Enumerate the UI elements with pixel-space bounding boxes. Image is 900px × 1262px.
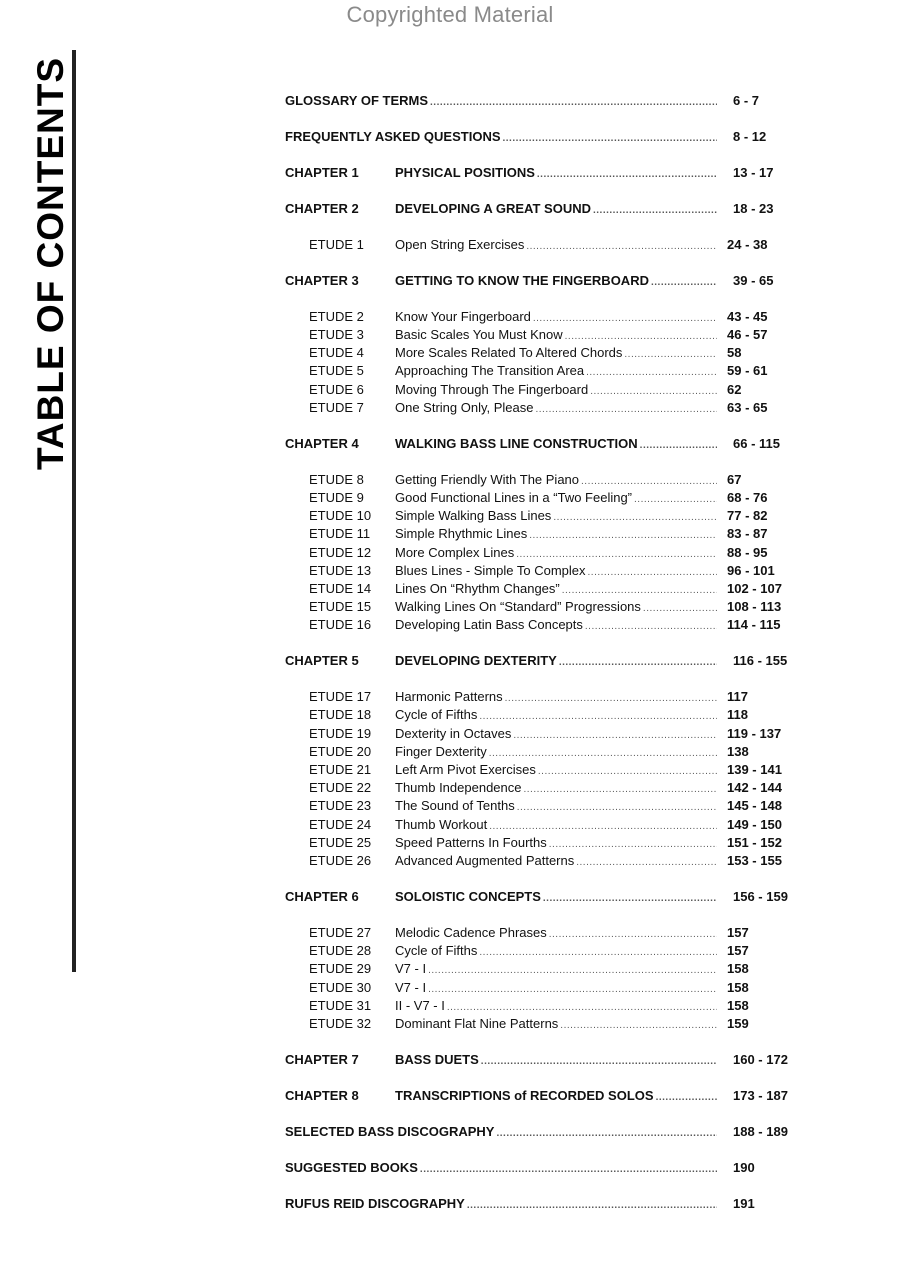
- dot-leader: [479, 944, 717, 962]
- page-range: 102 - 107: [727, 580, 782, 596]
- etude-label: ETUDE 5: [309, 363, 364, 379]
- entry-title: II - V7 - I: [395, 997, 445, 1013]
- chapter-label: CHAPTER 7: [285, 1051, 359, 1067]
- toc-etude-row: [285, 399, 795, 417]
- entry-title: Simple Rhythmic Lines: [395, 526, 528, 542]
- entry-title: Blues Lines - Simple To Complex: [395, 562, 586, 578]
- toc-etude-row: [285, 779, 795, 797]
- etude-label: ETUDE 4: [309, 345, 364, 361]
- dot-leader: [536, 401, 718, 419]
- entry-title: RUFUS REID DISCOGRAPHY: [285, 1195, 465, 1211]
- page-range: 46 - 57: [727, 327, 768, 343]
- toc-etude-row: [285, 471, 795, 489]
- page-range: 188 - 189: [733, 1123, 788, 1139]
- etude-label: ETUDE 32: [309, 1015, 372, 1031]
- page-range: 149 - 150: [727, 816, 782, 832]
- etude-label: ETUDE 10: [309, 508, 372, 524]
- page-range: 116 - 155: [733, 653, 788, 669]
- toc-etude-row: [285, 308, 795, 326]
- page-range: 160 - 172: [733, 1051, 788, 1067]
- etude-label: ETUDE 25: [309, 834, 372, 850]
- page-range: 159: [727, 1015, 749, 1031]
- etude-label: ETUDE 8: [309, 471, 364, 487]
- dot-leader: [634, 491, 717, 509]
- page-range: 173 - 187: [733, 1087, 788, 1103]
- entry-title: Simple Walking Bass Lines: [395, 508, 552, 524]
- table-of-contents: [285, 92, 795, 1213]
- dot-leader: [585, 618, 717, 636]
- entry-title: Finger Dexterity: [395, 743, 487, 759]
- entry-title: Walking Lines On “Standard” Progressions: [395, 599, 641, 615]
- toc-heading-row: [285, 92, 795, 110]
- etude-label: ETUDE 6: [309, 381, 364, 397]
- etude-label: ETUDE 16: [309, 617, 372, 633]
- toc-etude-row: [285, 743, 795, 761]
- etude-label: ETUDE 7: [309, 399, 364, 415]
- entry-title: Dominant Flat Nine Patterns: [395, 1015, 559, 1031]
- toc-etude-row: [285, 960, 795, 978]
- entry-title: V7 - I: [395, 979, 427, 995]
- page-range: 151 - 152: [727, 834, 782, 850]
- entry-title: Cycle of Fifths: [395, 707, 478, 723]
- page-range: 158: [727, 961, 749, 977]
- dot-leader: [553, 509, 717, 527]
- page-range: 13 - 17: [733, 164, 774, 180]
- etude-label: ETUDE 28: [309, 943, 372, 959]
- dot-leader: [538, 763, 717, 781]
- etude-label: ETUDE 24: [309, 816, 372, 832]
- dot-leader: [640, 437, 717, 455]
- page-range: 114 - 115: [727, 617, 781, 633]
- etude-label: ETUDE 21: [309, 762, 372, 778]
- page-range: 191: [733, 1195, 755, 1211]
- toc-heading-row: [285, 1159, 795, 1177]
- etude-label: ETUDE 22: [309, 780, 372, 796]
- etude-label: ETUDE 29: [309, 961, 372, 977]
- etude-label: ETUDE 17: [309, 689, 372, 705]
- page-range: 63 - 65: [727, 399, 768, 415]
- toc-etude-row: [285, 580, 795, 598]
- toc-etude-row: [285, 598, 795, 616]
- dot-leader: [430, 94, 717, 112]
- toc-etude-row: [285, 725, 795, 743]
- page-range: 68 - 76: [727, 490, 768, 505]
- entry-title: Know Your Fingerboard: [395, 308, 531, 324]
- dot-leader: [481, 1053, 717, 1071]
- dot-leader: [588, 564, 717, 582]
- chapter-label: CHAPTER 8: [285, 1087, 359, 1103]
- page-range: 157: [727, 924, 749, 940]
- dot-leader: [543, 890, 717, 908]
- dot-leader: [586, 364, 717, 382]
- page-range: 158: [727, 979, 749, 995]
- chapter-label: CHAPTER 2: [285, 200, 359, 216]
- toc-etude-row: [285, 688, 795, 706]
- dot-leader: [467, 1197, 717, 1215]
- toc-etude-row: [285, 706, 795, 724]
- page-range: 6 - 7: [733, 93, 760, 108]
- toc-etude-row: [285, 381, 795, 399]
- entry-title: SUGGESTED BOOKS: [285, 1159, 418, 1175]
- entry-title: Open String Exercises: [395, 236, 525, 252]
- toc-etude-row: [285, 997, 795, 1015]
- page-range: 8 - 12: [733, 128, 767, 144]
- etude-label: ETUDE 31: [309, 997, 372, 1013]
- toc-etude-row: [285, 525, 795, 543]
- vertical-rule: [72, 50, 76, 972]
- toc-etude-row: [285, 979, 795, 997]
- etude-label: ETUDE 30: [309, 979, 372, 995]
- chapter-label: CHAPTER 4: [285, 435, 359, 451]
- toc-etude-row: [285, 326, 795, 344]
- entry-title: DEVELOPING A GREAT SOUND: [395, 200, 591, 216]
- dot-leader: [513, 727, 717, 745]
- toc-heading-row: [285, 1087, 795, 1105]
- entry-title: Harmonic Patterns: [395, 689, 503, 705]
- toc-heading-row: [285, 164, 795, 182]
- dot-leader: [593, 202, 717, 220]
- entry-title: More Scales Related To Altered Chords: [395, 345, 623, 361]
- toc-etude-row: [285, 362, 795, 380]
- page-range: 88 - 95: [727, 544, 768, 560]
- toc-etude-row: [285, 489, 795, 507]
- side-title: [30, 56, 74, 470]
- toc-heading-row: [285, 128, 795, 146]
- entry-title: DEVELOPING DEXTERITY: [395, 653, 557, 669]
- chapter-label: CHAPTER 1: [285, 164, 359, 180]
- entry-title: BASS DUETS: [395, 1051, 479, 1067]
- toc-heading-row: [285, 1195, 795, 1213]
- toc-heading-row: [285, 272, 795, 290]
- etude-label: ETUDE 3: [309, 327, 364, 343]
- dot-leader: [559, 654, 717, 672]
- entry-title: WALKING BASS LINE CONSTRUCTION: [395, 435, 638, 451]
- toc-etude-row: [285, 761, 795, 779]
- page-range: 59 - 61: [727, 363, 768, 379]
- entry-title: Cycle of Fifths: [395, 943, 478, 959]
- etude-label: ETUDE 12: [309, 544, 372, 560]
- entry-title: Thumb Workout: [395, 816, 488, 832]
- page-range: 145 - 148: [727, 798, 782, 814]
- dot-leader: [537, 166, 717, 184]
- entry-title: Dexterity in Octaves: [395, 725, 512, 741]
- chapter-label: CHAPTER 3: [285, 272, 359, 288]
- entry-title: Good Functional Lines in a “Two Feeling”: [395, 490, 633, 505]
- page-range: 39 - 65: [733, 272, 774, 288]
- etude-label: ETUDE 14: [309, 580, 372, 596]
- page-range: 96 - 101: [727, 562, 775, 578]
- toc-etude-row: [285, 852, 795, 870]
- dot-leader: [503, 130, 718, 148]
- entry-title: Approaching The Transition Area: [395, 363, 585, 379]
- toc-etude-row: [285, 544, 795, 562]
- toc-heading-row: [285, 435, 795, 453]
- etude-label: ETUDE 18: [309, 707, 372, 723]
- entry-title: Advanced Augmented Patterns: [395, 852, 575, 868]
- dot-leader: [656, 1089, 717, 1107]
- etude-label: ETUDE 11: [309, 526, 371, 542]
- entry-title: Lines On “Rhythm Changes”: [395, 580, 560, 596]
- entry-title: Basic Scales You Must Know: [395, 327, 563, 343]
- dot-leader: [428, 981, 717, 999]
- toc-etude-row: [285, 236, 795, 254]
- toc-etude-row: [285, 616, 795, 634]
- dot-leader: [526, 238, 717, 256]
- page-range: 18 - 23: [733, 200, 774, 216]
- toc-etude-row: [285, 344, 795, 362]
- page-range: 153 - 155: [727, 852, 782, 868]
- page-range: 142 - 144: [727, 780, 782, 796]
- page-range: 77 - 82: [727, 508, 768, 524]
- toc-etude-row: [285, 816, 795, 834]
- page-range: 58: [727, 345, 742, 361]
- toc-etude-row: [285, 797, 795, 815]
- entry-title: SOLOISTIC CONCEPTS: [395, 888, 541, 904]
- entry-title: GETTING TO KNOW THE FINGERBOARD: [395, 272, 649, 288]
- page-range: 118: [727, 707, 748, 723]
- toc-heading-row: [285, 652, 795, 670]
- etude-label: ETUDE 20: [309, 743, 372, 759]
- page-range: 156 - 159: [733, 888, 788, 904]
- dot-leader: [517, 799, 717, 817]
- entry-title: Moving Through The Fingerboard: [395, 381, 589, 397]
- page-range: 117: [727, 689, 748, 705]
- etude-label: ETUDE 27: [309, 924, 372, 940]
- page-range: 67: [727, 471, 742, 487]
- entry-title: The Sound of Tenths: [395, 798, 515, 814]
- toc-etude-row: [285, 562, 795, 580]
- entry-title: Thumb Independence: [395, 780, 522, 796]
- toc-etude-row: [285, 507, 795, 525]
- dot-leader: [643, 600, 717, 618]
- etude-label: ETUDE 9: [309, 490, 364, 505]
- page-range: 24 - 38: [727, 236, 768, 252]
- entry-title: One String Only, Please: [395, 399, 534, 415]
- dot-leader: [651, 274, 717, 292]
- dot-leader: [576, 854, 717, 872]
- entry-title: Left Arm Pivot Exercises: [395, 762, 536, 778]
- dot-leader: [428, 962, 717, 980]
- toc-etude-row: [285, 834, 795, 852]
- toc-heading-row: [285, 1051, 795, 1069]
- etude-label: ETUDE 19: [309, 725, 372, 741]
- dot-leader: [523, 781, 717, 799]
- entry-title: V7 - I: [395, 961, 427, 977]
- toc-heading-row: [285, 200, 795, 218]
- dot-leader: [560, 1017, 717, 1035]
- toc-etude-row: [285, 1015, 795, 1033]
- dot-leader: [590, 383, 717, 401]
- dot-leader: [496, 1125, 717, 1143]
- page-range: 139 - 141: [727, 762, 782, 778]
- page-range: 62: [727, 381, 742, 397]
- etude-label: ETUDE 13: [309, 562, 372, 578]
- page-range: 190: [733, 1159, 755, 1175]
- entry-title: GLOSSARY OF TERMS: [285, 93, 429, 108]
- page-range: 138: [727, 743, 749, 759]
- page-range: 66 - 115: [733, 435, 780, 451]
- page-range: 108 - 113: [727, 599, 782, 615]
- dot-leader: [624, 346, 717, 364]
- page-range: 157: [727, 943, 749, 959]
- dot-leader: [479, 708, 717, 726]
- toc-heading-row: [285, 888, 795, 906]
- page-range: 119 - 137: [727, 725, 782, 741]
- entry-title: PHYSICAL POSITIONS: [395, 164, 535, 180]
- entry-title: Speed Patterns In Fourths: [395, 834, 547, 850]
- etude-label: ETUDE 23: [309, 798, 372, 814]
- entry-title: Getting Friendly With The Piano: [395, 471, 580, 487]
- etude-label: ETUDE 2: [309, 308, 364, 324]
- dot-leader: [505, 690, 717, 708]
- chapter-label: CHAPTER 5: [285, 653, 359, 669]
- etude-label: ETUDE 26: [309, 852, 372, 868]
- page-range: 158: [727, 997, 749, 1013]
- page-range: 43 - 45: [727, 308, 768, 324]
- dot-leader: [549, 926, 717, 944]
- entry-title: Melodic Cadence Phrases: [395, 924, 547, 940]
- entry-title: TRANSCRIPTIONS of RECORDED SOLOS: [395, 1087, 654, 1103]
- side-title-text: TABLE OF CONTENTS: [30, 56, 71, 470]
- dot-leader: [529, 527, 717, 545]
- chapter-label: CHAPTER 6: [285, 888, 359, 904]
- etude-label: ETUDE 1: [309, 236, 364, 252]
- entry-title: FREQUENTLY ASKED QUESTIONS: [285, 128, 501, 144]
- entry-title: Developing Latin Bass Concepts: [395, 617, 583, 633]
- page-range: 83 - 87: [727, 526, 768, 542]
- etude-label: ETUDE 15: [309, 599, 372, 615]
- toc-etude-row: [285, 924, 795, 942]
- entry-title: SELECTED BASS DISCOGRAPHY: [285, 1123, 495, 1139]
- toc-heading-row: [285, 1123, 795, 1141]
- dot-leader: [420, 1161, 717, 1179]
- copyright-watermark: Copyrighted Material: [346, 2, 554, 27]
- toc-etude-row: [285, 942, 795, 960]
- entry-title: More Complex Lines: [395, 544, 515, 560]
